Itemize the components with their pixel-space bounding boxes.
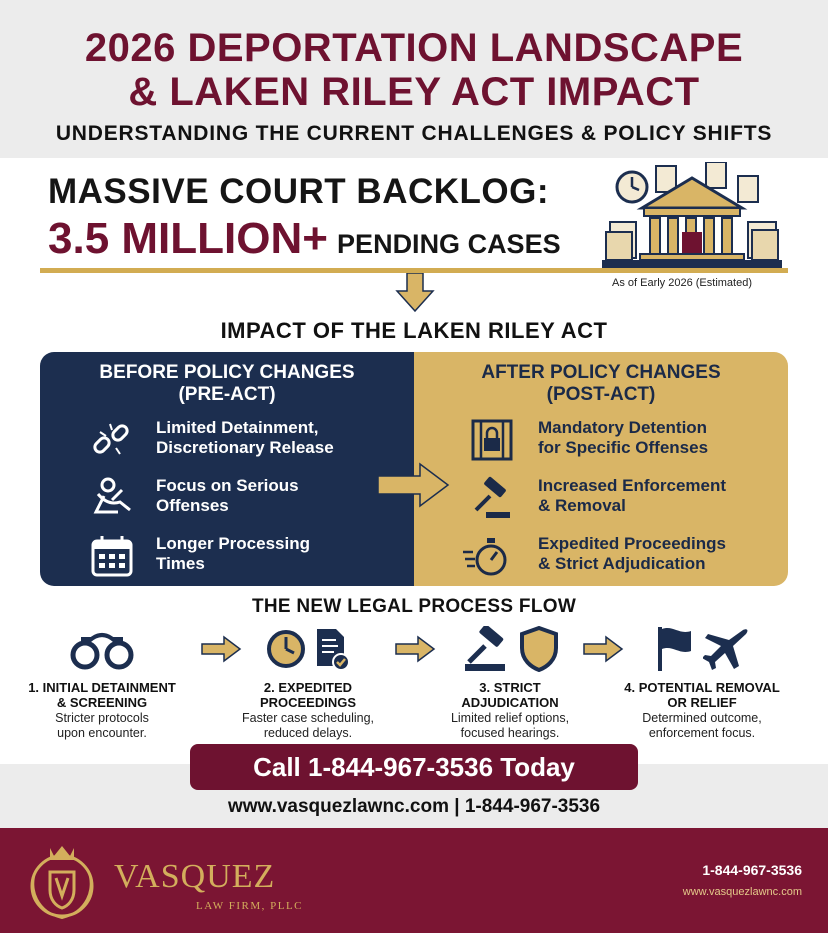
page-title-line2: & LAKEN RILEY ACT IMPACT (128, 70, 700, 114)
law-firm-crest-logo (20, 840, 104, 924)
footer-website[interactable]: www.vasquezlawnc.com (682, 886, 802, 898)
handcuffs-icon (69, 625, 135, 673)
flow-step-title: 4. POTENTIAL REMOVAL OR RELIEF (624, 680, 780, 710)
before-item-text: Focus on Serious Offenses (156, 476, 299, 515)
flow-step-title: 3. STRICT ADJUDICATION (461, 680, 559, 710)
page-title-line1: 2026 DEPORTATION LANDSCAPE (84, 26, 744, 70)
after-panel (414, 352, 788, 586)
after-item-text: Increased Enforcement & Removal (538, 476, 727, 515)
before-item (40, 474, 414, 524)
stopwatch-icon (458, 534, 512, 578)
after-heading: AFTER POLICY CHANGES (POST-ACT) (481, 362, 721, 405)
document-check-icon (314, 626, 350, 672)
impact-title: IMPACT OF THE LAKEN RILEY ACT (220, 318, 608, 343)
right-arrow-icon (376, 460, 450, 510)
down-arrow-icon (395, 273, 435, 313)
flow-step-desc: Limited relief options, focused hearings. (450, 711, 570, 740)
flow-title: THE NEW LEGAL PROCESS FLOW (251, 596, 577, 617)
flow-step-title: 1. INITIAL DETAINMENT & SCREENING (28, 680, 176, 710)
flow-step-desc: Faster case scheduling, reduced delays. (241, 711, 374, 740)
call-button[interactable]: Call 1-844-967-3536 Today (190, 744, 638, 790)
flow-step (602, 620, 802, 741)
before-panel (40, 352, 414, 586)
backlog-figure: 3.5 MILLION+ (48, 214, 328, 263)
brand-name: VASQUEZ (114, 858, 276, 895)
before-item (40, 416, 414, 466)
shield-icon (519, 626, 559, 672)
clock-icon (266, 629, 306, 669)
calendar-icon (90, 534, 134, 578)
flag-icon (655, 625, 695, 673)
after-item (414, 532, 788, 582)
backlog-figure-line (48, 214, 561, 264)
locked-cell-icon (470, 418, 514, 462)
flow-step-desc: Stricter protocols upon encounter. (55, 711, 149, 740)
footer-phone[interactable]: 1-844-967-3536 (702, 862, 802, 878)
broken-chain-icon (90, 418, 134, 462)
relaxed-person-icon (90, 476, 134, 520)
contact-line[interactable]: www.vasquezlawnc.com | 1-844-967-3536 (227, 796, 601, 817)
backlog-section (48, 172, 561, 264)
airplane-icon (703, 626, 749, 672)
after-item (414, 416, 788, 466)
flow-step (2, 620, 202, 741)
backlog-heading: MASSIVE COURT BACKLOG: (48, 172, 549, 211)
flow-step (410, 620, 610, 741)
before-item-text: Longer Processing Times (156, 534, 310, 573)
header-banner (0, 0, 828, 158)
backlog-as-of: As of Early 2026 (Estimated) (612, 277, 753, 289)
footer (0, 828, 828, 933)
after-item (414, 474, 788, 524)
after-item-text: Mandatory Detention for Specific Offenses (538, 418, 709, 457)
gavel-icon (461, 626, 511, 672)
backlog-figure-suffix: PENDING CASES (337, 229, 561, 259)
before-item-text: Limited Detainment, Discretionary Release (156, 418, 334, 457)
page-subtitle: UNDERSTANDING THE CURRENT CHALLENGES & POLICY SHIFTS (55, 122, 773, 145)
before-heading: BEFORE POLICY CHANGES (PRE-ACT) (99, 362, 355, 405)
before-item (40, 532, 414, 582)
flow-step-title: 2. EXPEDITED PROCEEDINGS (259, 680, 357, 710)
courthouse-icon (602, 162, 782, 270)
flow-step-desc: Determined outcome, enforcement focus. (642, 711, 762, 740)
gavel-icon (470, 476, 514, 520)
brand-subtitle: LAW FIRM, PLLC (196, 900, 304, 912)
flow-step (208, 620, 408, 741)
after-item-text: Expedited Proceedings & Strict Adjudication (538, 534, 726, 573)
